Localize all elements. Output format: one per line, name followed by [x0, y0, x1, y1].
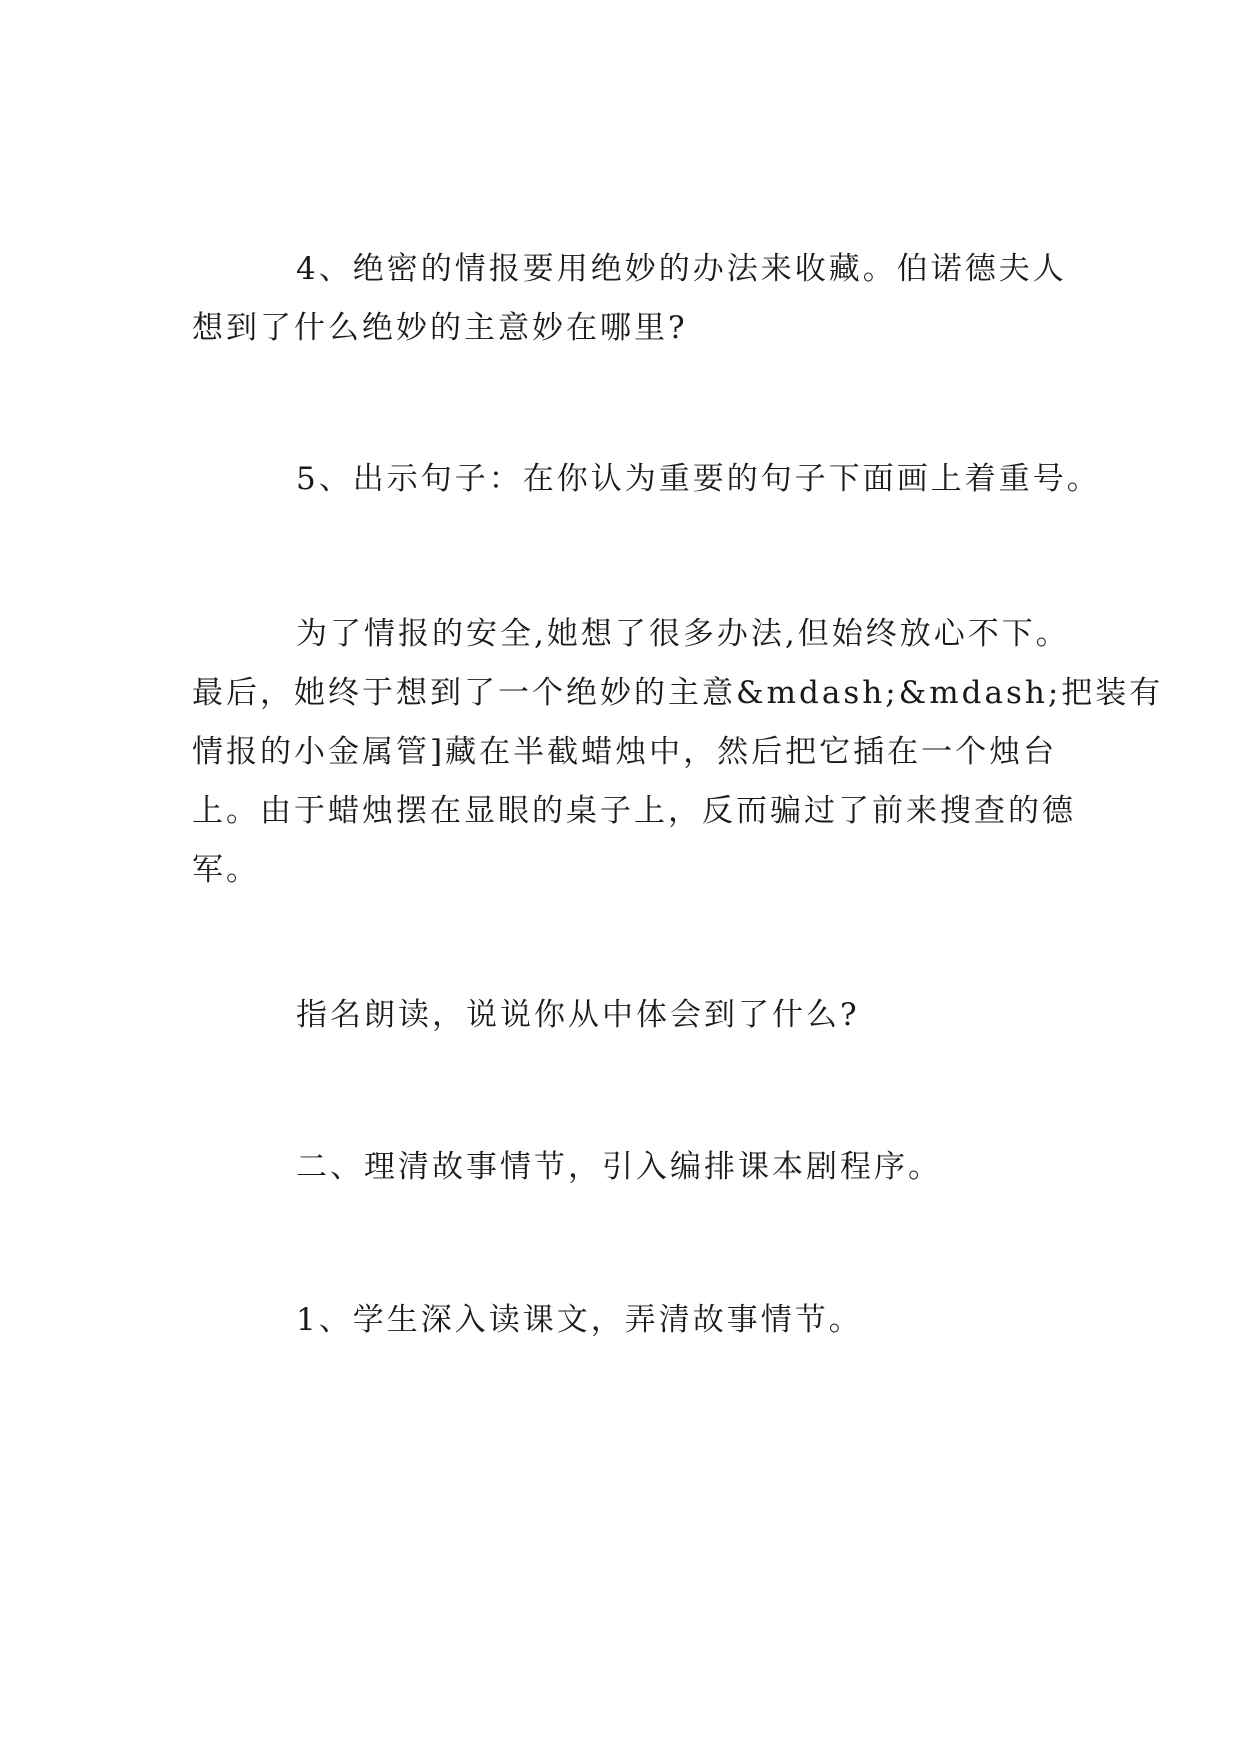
paragraph-read-aloud	[192, 986, 1052, 1045]
text-line: 上。由于蜡烛摆在显眼的桌子上，反而骗过了前来搜查的德	[192, 793, 1076, 829]
text-line: 5、出示句子：在你认为重要的句子下面画上着重号。	[296, 461, 1101, 497]
paragraph-step-1	[192, 1291, 1052, 1350]
paragraph-instruction-5	[192, 450, 1101, 509]
text-line: 为了情报的安全,她想了很多办法,但始终放心不下。	[296, 616, 1070, 652]
text-line: 最后，她终于想到了一个绝妙的主意&mdash;&mdash;把装有	[192, 675, 1164, 711]
text-line: 军。	[192, 852, 260, 888]
paragraph-quoted-passage	[192, 605, 1164, 900]
text-line: 4、绝密的情报要用绝妙的办法来收藏。伯诺德夫人	[296, 251, 1067, 287]
text-line: 情报的小金属管]藏在半截蜡烛中，然后把它插在一个烛台	[192, 734, 1058, 770]
text-line: 想到了什么绝妙的主意妙在哪里?	[192, 310, 688, 346]
paragraph-question-4	[192, 240, 1067, 358]
text-line: 二、理清故事情节，引入编排课本剧程序。	[296, 1149, 942, 1185]
text-line: 1、学生深入读课文，弄清故事情节。	[296, 1302, 863, 1338]
section-heading-2	[192, 1138, 1052, 1197]
text-line: 指名朗读，说说你从中体会到了什么?	[296, 997, 860, 1033]
